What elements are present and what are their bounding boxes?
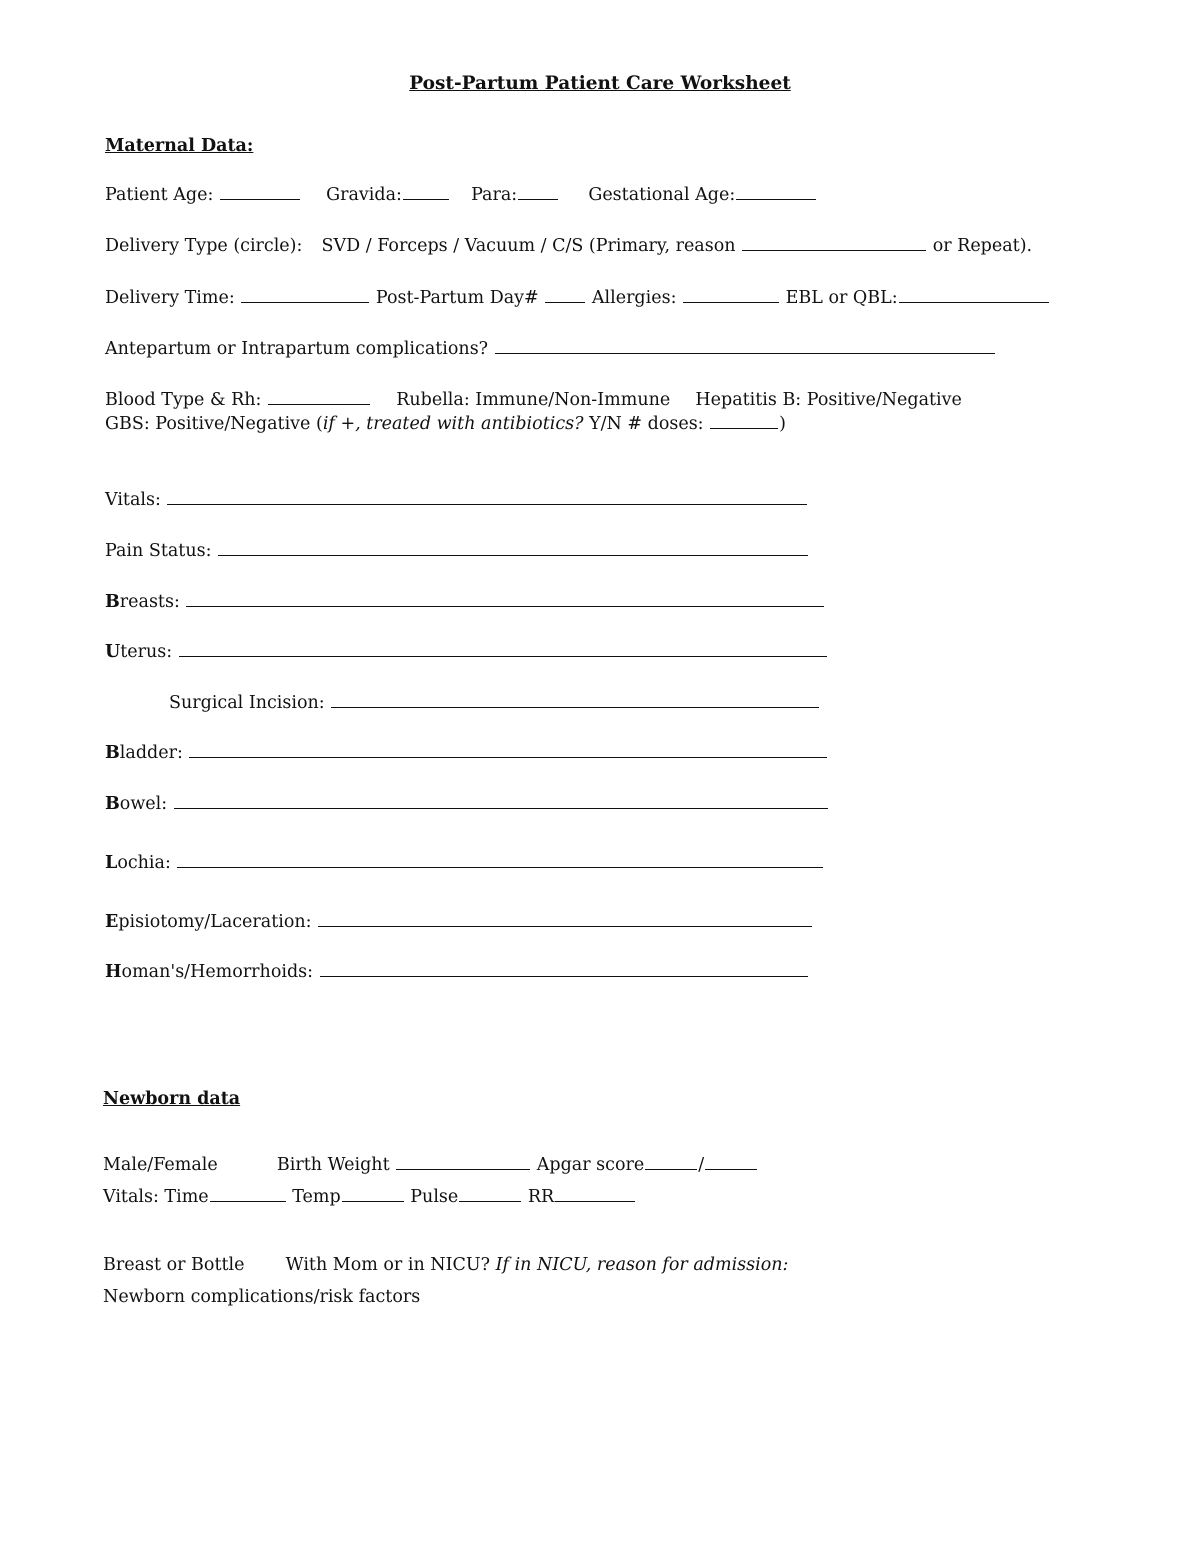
homans-initial: H bbox=[105, 962, 122, 982]
bowel-initial: B bbox=[105, 794, 120, 814]
para-blank[interactable] bbox=[518, 185, 558, 200]
delivery-type-options[interactable]: SVD / Forceps / Vacuum / C/S (Primary, reason bbox=[321, 236, 736, 256]
row-lochia bbox=[105, 852, 824, 874]
newborn-time-blank[interactable] bbox=[210, 1187, 286, 1202]
newborn-rr-label: RR bbox=[527, 1187, 555, 1207]
row-gbs bbox=[105, 413, 786, 435]
row-episiotomy bbox=[105, 911, 813, 933]
gravida-label: Gravida: bbox=[326, 185, 402, 205]
complications-label: Antepartum or Intrapartum complications? bbox=[105, 339, 489, 359]
apgar-1min-blank[interactable] bbox=[645, 1155, 697, 1170]
page-title-text: Post-Partum Patient Care Worksheet bbox=[409, 73, 791, 94]
para-label: Para: bbox=[471, 185, 518, 205]
pain-label: Pain Status: bbox=[105, 541, 212, 561]
row-newborn-complications bbox=[103, 1286, 420, 1308]
row-breasts bbox=[105, 591, 825, 613]
row-bowel bbox=[105, 793, 829, 815]
lochia-label: ochia: bbox=[117, 853, 171, 873]
gbs-antibiotics-question: if +, treated with antibiotics? bbox=[322, 414, 584, 434]
page-title bbox=[0, 73, 1200, 95]
gbs-close: ) bbox=[779, 414, 786, 434]
lochia-blank[interactable] bbox=[177, 853, 823, 868]
vitals-label: Vitals: bbox=[105, 490, 161, 510]
breasts-initial: B bbox=[105, 592, 120, 612]
gravida-blank[interactable] bbox=[403, 185, 449, 200]
row-homans bbox=[105, 961, 809, 983]
feeding-options[interactable]: Breast or Bottle bbox=[103, 1255, 245, 1275]
row-bladder bbox=[105, 742, 828, 764]
birth-weight-blank[interactable] bbox=[396, 1155, 530, 1170]
delivery-time-blank[interactable] bbox=[241, 288, 369, 303]
newborn-temp-label: Temp bbox=[292, 1187, 341, 1207]
bladder-label: ladder: bbox=[119, 743, 183, 763]
gestational-age-blank[interactable] bbox=[736, 185, 816, 200]
newborn-pulse-blank[interactable] bbox=[459, 1187, 521, 1202]
breasts-blank[interactable] bbox=[186, 592, 824, 607]
primary-reason-blank[interactable] bbox=[742, 236, 926, 251]
ebl-label: EBL or QBL: bbox=[785, 288, 898, 308]
birth-weight-label: Birth Weight bbox=[276, 1155, 390, 1175]
row-uterus bbox=[105, 641, 828, 663]
bowel-blank[interactable] bbox=[174, 794, 828, 809]
blood-type-blank[interactable] bbox=[268, 390, 370, 405]
newborn-heading: Newborn data bbox=[103, 1089, 241, 1109]
row-vitals bbox=[105, 489, 808, 511]
hepb-options[interactable]: Hepatitis B: Positive/Negative bbox=[695, 390, 962, 410]
homans-label: oman's/Hemorrhoids: bbox=[121, 962, 314, 982]
newborn-temp-blank[interactable] bbox=[342, 1187, 404, 1202]
vitals-blank[interactable] bbox=[167, 490, 807, 505]
gbs-doses-label: Y/N # doses: bbox=[589, 414, 704, 434]
apgar-5min-blank[interactable] bbox=[705, 1155, 757, 1170]
row-delivery-time bbox=[105, 287, 1050, 309]
row-incision bbox=[169, 692, 820, 714]
delivery-time-label: Delivery Time: bbox=[105, 288, 235, 308]
nicu-reason-label: If in NICU, reason for admission: bbox=[495, 1255, 789, 1275]
uterus-initial: U bbox=[105, 642, 121, 662]
rubella-options[interactable]: Rubella: Immune/Non-Immune bbox=[396, 390, 671, 410]
incision-blank[interactable] bbox=[331, 693, 819, 708]
row-patient-basics bbox=[105, 184, 817, 206]
episiotomy-blank[interactable] bbox=[318, 912, 812, 927]
newborn-pulse-label: Pulse bbox=[410, 1187, 459, 1207]
pain-blank[interactable] bbox=[218, 541, 808, 556]
newborn-sex-options[interactable]: Male/Female bbox=[103, 1155, 218, 1175]
newborn-vitals-label: Vitals: Time bbox=[103, 1187, 209, 1207]
homans-blank[interactable] bbox=[320, 962, 808, 977]
allergies-blank[interactable] bbox=[683, 288, 779, 303]
row-complications bbox=[105, 338, 996, 360]
breasts-label: reasts: bbox=[119, 592, 180, 612]
uterus-blank[interactable] bbox=[179, 642, 827, 657]
apgar-label: Apgar score bbox=[536, 1155, 645, 1175]
row-delivery-type bbox=[105, 235, 1032, 257]
newborn-rr-blank[interactable] bbox=[555, 1187, 635, 1202]
maternal-heading: Maternal Data: bbox=[105, 136, 254, 156]
lochia-initial: L bbox=[105, 853, 118, 873]
bowel-label: owel: bbox=[119, 794, 168, 814]
episiotomy-label: pisiotomy/Laceration: bbox=[118, 912, 312, 932]
pp-day-label: Post-Partum Day# bbox=[375, 288, 539, 308]
patient-age-blank[interactable] bbox=[220, 185, 300, 200]
apgar-slash: / bbox=[698, 1155, 705, 1175]
allergies-label: Allergies: bbox=[591, 288, 677, 308]
bladder-initial: B bbox=[105, 743, 120, 763]
blood-type-label: Blood Type & Rh: bbox=[105, 390, 262, 410]
pp-day-blank[interactable] bbox=[545, 288, 585, 303]
gbs-doses-blank[interactable] bbox=[710, 414, 778, 429]
complications-blank[interactable] bbox=[495, 339, 995, 354]
row-newborn-feeding bbox=[103, 1254, 788, 1276]
newborn-complications-label: Newborn complications/risk factors bbox=[103, 1287, 421, 1307]
location-question: With Mom or in NICU? bbox=[285, 1255, 491, 1275]
uterus-label: terus: bbox=[120, 642, 173, 662]
delivery-type-label: Delivery Type (circle): bbox=[105, 236, 303, 256]
episiotomy-initial: E bbox=[105, 912, 119, 932]
row-newborn-vitals bbox=[103, 1186, 636, 1208]
row-pain bbox=[105, 540, 809, 562]
row-newborn-basics bbox=[103, 1154, 758, 1176]
gestational-age-label: Gestational Age: bbox=[588, 185, 736, 205]
patient-age-label: Patient Age: bbox=[105, 185, 214, 205]
ebl-blank[interactable] bbox=[899, 288, 1049, 303]
incision-label: Surgical Incision: bbox=[169, 693, 325, 713]
or-repeat-text: or Repeat). bbox=[932, 236, 1033, 256]
gbs-options[interactable]: GBS: Positive/Negative ( bbox=[105, 414, 323, 434]
bladder-blank[interactable] bbox=[189, 743, 827, 758]
row-blood-type bbox=[105, 389, 962, 411]
